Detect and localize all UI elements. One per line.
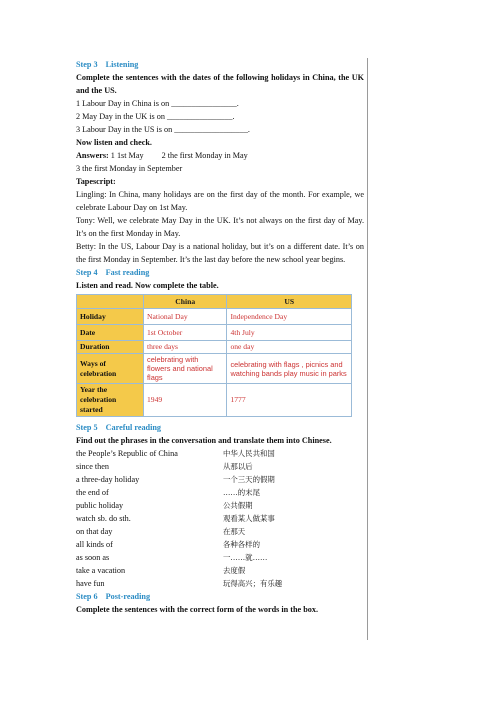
answer-3: 3 the first Monday in September [76,164,183,173]
phrase-zh: 各种各样的 [223,540,260,549]
answers-label: Answers: [76,151,109,160]
phrase-en: since then [76,462,109,471]
tapescript-lingling: Lingling: In China, many holidays are on the first day of the month. For example, we celebrate Labour Day on 1st May. [76,190,364,212]
step6-title: Post-reading [105,592,151,601]
phrase-en: on that day [76,527,113,536]
table-row [77,309,352,325]
us-cell: 1777 [227,384,352,417]
china-cell: 1949 [144,384,227,417]
table-header-blank [77,295,144,309]
china-cell: National Day [144,309,227,325]
row-label: Holiday [77,309,144,325]
row-label: Date [77,325,144,341]
worksheet-content [76,58,364,616]
step3-item-1: 1 Labour Day in China is on ________________. [76,99,239,108]
phrase-row [76,538,364,551]
phrase-row [76,486,364,499]
row-label: Ways of celebration [77,354,144,384]
phrase-row [76,460,364,473]
step5-heading [76,421,364,434]
tapescript-betty: Betty: In the US, Labour Day is a national holiday, but it’s on a different date. It’s on the first Monday in September. It’s the last day before the new school year begins. [76,242,364,264]
phrase-zh: 观看某人做某事 [223,514,275,523]
phrase-en: have fun [76,579,105,588]
phrase-en: the People’s Republic of China [76,449,178,458]
phrase-en: as soon as [76,553,110,562]
step3-heading [76,58,364,71]
step4-instruction: Listen and read. Now complete the table. [76,281,219,290]
phrase-zh: 去度假 [223,566,246,575]
table-row [77,384,352,417]
phrase-zh: 公共假期 [223,501,253,510]
step3-instruction: Complete the sentences with the dates of the following holidays in China, the UK and the US. [76,73,364,95]
phrase-zh: 一……就…… [223,553,268,562]
phrase-en: public holiday [76,501,124,510]
margin-rule [367,58,368,640]
step3-title: Listening [105,60,139,69]
table-row [77,325,352,341]
answer-1: 1 1st May [110,151,144,160]
phrase-row [76,525,364,538]
us-cell: one day [227,341,352,354]
china-cell: celebrating with flowers and national flags [144,354,227,384]
phrase-row [76,447,364,460]
china-cell: three days [144,341,227,354]
phrase-zh: ……的末尾 [223,488,260,497]
step5-label: Step 5 [76,423,98,432]
phrase-en: watch sb. do sth. [76,514,131,523]
row-label: Year the celebration started [77,384,144,417]
holiday-table [76,294,352,417]
step6-instruction: Complete the sentences with the correct form of the words in the box. [76,605,319,614]
phrase-row [76,577,364,590]
phrase-zh: 玩得高兴；有乐趣 [223,579,283,588]
step6-label: Step 6 [76,592,98,601]
step4-label: Step 4 [76,268,98,277]
table-header-us: US [227,295,352,309]
table-header-row [77,295,352,309]
answer-2: 2 the first Monday in May [161,151,248,160]
us-cell: 4th July [227,325,352,341]
step3-label: Step 3 [76,60,98,69]
step4-title: Fast reading [105,268,150,277]
step6-heading [76,590,364,603]
us-cell: celebrating with flags , picnics and watching bands play music in parks [227,354,352,384]
step5-title: Careful reading [105,423,162,432]
phrase-zh: 从那以后 [223,462,253,471]
table-row [77,341,352,354]
row-label: Duration [77,341,144,354]
phrase-row [76,499,364,512]
china-cell: 1st October [144,325,227,341]
us-cell: Independence Day [227,309,352,325]
step5-instruction: Find out the phrases in the conversation and translate them into Chinese. [76,436,332,445]
phrase-en: take a vacation [76,566,126,575]
phrase-zh: 在那天 [223,527,246,536]
phrase-zh: 中华人民共和国 [223,449,275,458]
table-header-china: China [144,295,227,309]
phrase-row [76,564,364,577]
phrase-row [76,512,364,525]
phrase-zh: 一个三天的假期 [223,475,275,484]
step3-check: Now listen and check. [76,138,152,147]
phrase-en: all kinds of [76,540,113,549]
step3-item-2: 2 May Day in the UK is on ________________. [76,112,235,121]
phrase-row [76,551,364,564]
phrase-en: the end of [76,488,109,497]
phrase-row [76,473,364,486]
table-row [77,354,352,384]
phrase-en: a three-day holiday [76,475,140,484]
tapescript-label: Tapescript: [76,177,116,186]
step3-item-3: 3 Labour Day in the US is on __________________. [76,125,250,134]
step3-answers [76,149,364,162]
tapescript-tony: Tony: Well, we celebrate May Day in the UK. It’s not always on the first day of May. It’s on the first Monday in May. [76,216,364,238]
step4-heading [76,266,364,279]
